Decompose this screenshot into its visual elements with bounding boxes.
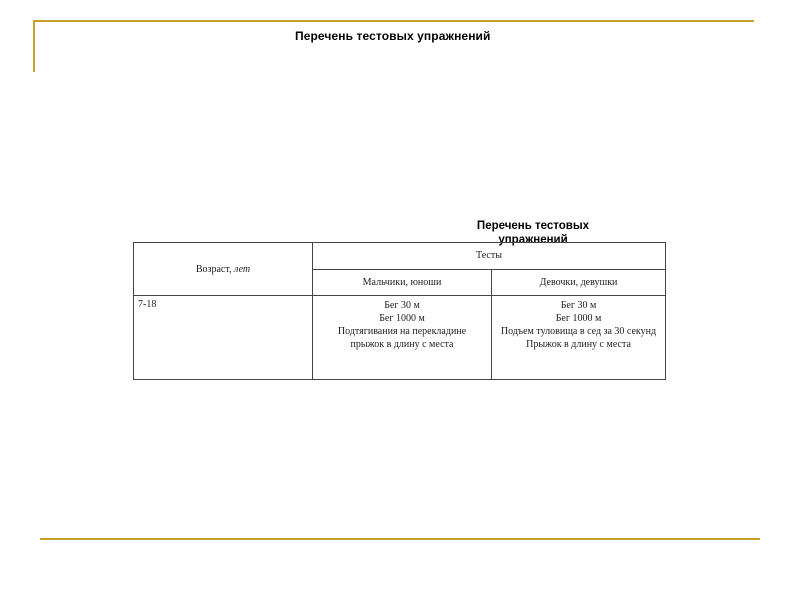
age-header-label: Возраст,	[195, 263, 234, 275]
left-decorative-rule	[33, 20, 35, 72]
girls-test-item: Бег 30 м	[560, 300, 597, 311]
slide-title: Перечень тестовых упражнений	[295, 29, 491, 43]
girls-test-item: Прыжок в длину с места	[526, 339, 631, 350]
boys-header-cell: Мальчики, юноши	[313, 269, 492, 296]
boys-test-item: Подтягивания на перекладине	[337, 326, 467, 337]
bottom-decorative-rule	[40, 538, 760, 540]
table-row	[134, 296, 666, 380]
boys-test-item: прыжок в длину с места	[350, 339, 454, 350]
table-header-row	[134, 243, 666, 270]
tests-header-cell: Тесты	[313, 243, 666, 270]
girls-test-item: Подъем туловища в сед за 30 секунд	[500, 326, 657, 337]
tests-table	[133, 242, 666, 380]
age-header-cell	[134, 243, 313, 296]
girls-test-item: Бег 1000 м	[555, 313, 602, 324]
age-value-cell: 7-18	[134, 296, 313, 380]
girls-header-cell: Девочки, девушки	[492, 269, 666, 296]
top-decorative-rule	[34, 20, 754, 22]
boys-test-item: Бег 30 м	[384, 300, 420, 311]
boys-tests-cell	[313, 296, 492, 380]
table-caption: Перечень тестовых упражнений	[476, 220, 590, 246]
girls-tests-cell	[492, 296, 666, 380]
age-header-unit: лет	[233, 263, 251, 275]
boys-test-item: Бег 1000 м	[379, 313, 425, 324]
